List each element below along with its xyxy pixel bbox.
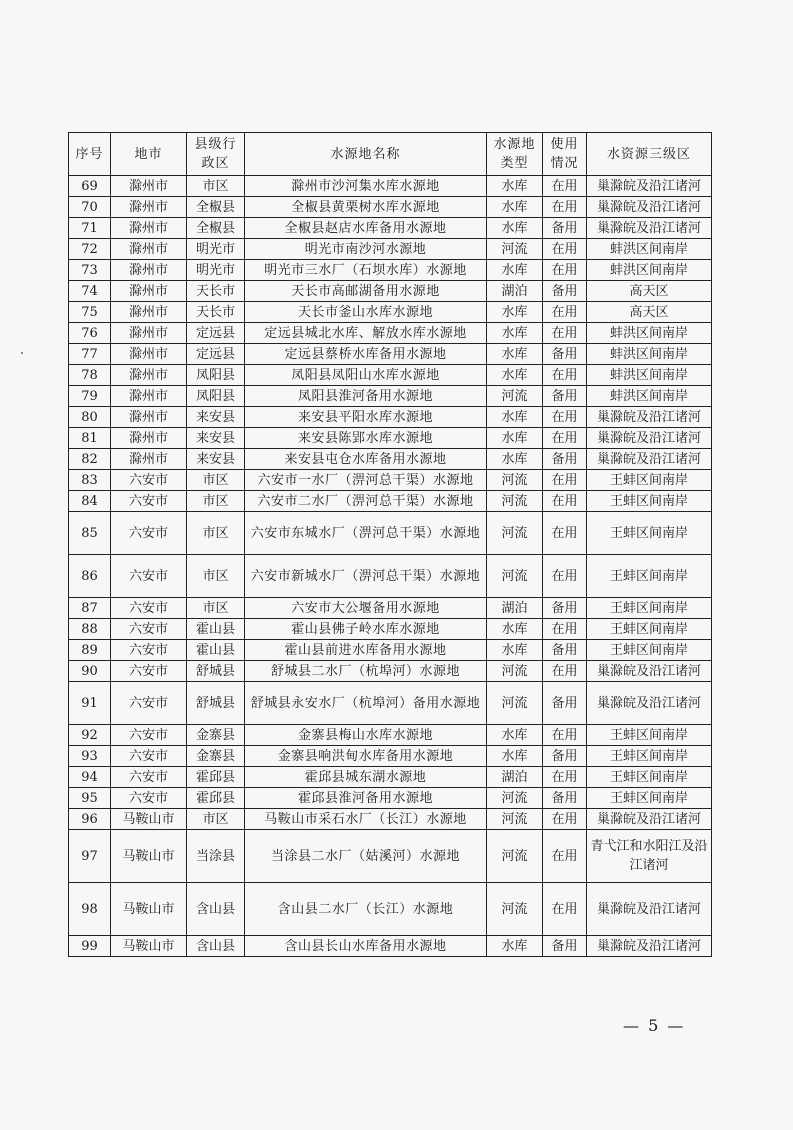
table-row (69, 344, 712, 365)
cell-name: 凤阳县淮河备用水源地 (245, 386, 487, 407)
cell-type: 水库 (487, 936, 543, 957)
cell-zone: 王蚌区间南岸 (587, 746, 712, 767)
cell-name: 定远县蔡桥水库备用水源地 (245, 344, 487, 365)
table-row (69, 936, 712, 957)
cell-use: 备用 (543, 281, 587, 302)
cell-zone: 巢滁皖及沿江诸河 (587, 218, 712, 239)
cell-type: 河流 (487, 883, 543, 936)
cell-use: 在用 (543, 491, 587, 512)
table-row (69, 809, 712, 830)
cell-use: 备用 (543, 344, 587, 365)
table-row (69, 428, 712, 449)
table-row (69, 260, 712, 281)
cell-name: 天长市釜山水库水源地 (245, 302, 487, 323)
cell-no: 99 (69, 936, 111, 957)
cell-use: 在用 (543, 470, 587, 491)
cell-zone: 巢滁皖及沿江诸河 (587, 449, 712, 470)
cell-name: 六安市大公堰备用水源地 (245, 598, 487, 619)
cell-zone: 王蚌区间南岸 (587, 640, 712, 661)
cell-city: 六安市 (111, 767, 187, 788)
cell-use: 在用 (543, 725, 587, 746)
cell-county: 明光市 (187, 239, 245, 260)
cell-county: 舒城县 (187, 682, 245, 725)
cell-type: 湖泊 (487, 281, 543, 302)
cell-name: 霍邱县淮河备用水源地 (245, 788, 487, 809)
cell-zone: 蚌洪区间南岸 (587, 386, 712, 407)
table-body (69, 176, 712, 957)
cell-name: 全椒县赵店水库备用水源地 (245, 218, 487, 239)
cell-county: 市区 (187, 470, 245, 491)
cell-use: 备用 (543, 936, 587, 957)
cell-zone: 蚌洪区间南岸 (587, 344, 712, 365)
cell-county: 市区 (187, 176, 245, 197)
cell-county: 霍邱县 (187, 767, 245, 788)
table-row (69, 302, 712, 323)
cell-city: 六安市 (111, 491, 187, 512)
cell-zone: 巢滁皖及沿江诸河 (587, 809, 712, 830)
cell-no: 86 (69, 555, 111, 598)
page-number: — 5 — (623, 1016, 686, 1035)
cell-county: 天长市 (187, 281, 245, 302)
cell-name: 霍山县前进水库备用水源地 (245, 640, 487, 661)
table-row (69, 661, 712, 682)
cell-no: 96 (69, 809, 111, 830)
cell-zone: 高天区 (587, 281, 712, 302)
cell-name: 凤阳县凤阳山水库水源地 (245, 365, 487, 386)
table-row (69, 640, 712, 661)
cell-city: 六安市 (111, 682, 187, 725)
cell-city: 滁州市 (111, 239, 187, 260)
cell-city: 滁州市 (111, 344, 187, 365)
cell-county: 当涂县 (187, 830, 245, 883)
cell-no: 70 (69, 197, 111, 218)
cell-type: 水库 (487, 428, 543, 449)
cell-zone: 蚌洪区间南岸 (587, 365, 712, 386)
cell-name: 来安县陈郢水库水源地 (245, 428, 487, 449)
table-row (69, 788, 712, 809)
cell-county: 全椒县 (187, 197, 245, 218)
cell-county: 市区 (187, 598, 245, 619)
header-type: 水源地类型 (487, 133, 543, 176)
cell-no: 75 (69, 302, 111, 323)
cell-county: 金寨县 (187, 746, 245, 767)
cell-name: 舒城县永安水厂（杭埠河）备用水源地 (245, 682, 487, 725)
header-county: 县级行政区 (187, 133, 245, 176)
cell-use: 备用 (543, 386, 587, 407)
cell-county: 市区 (187, 512, 245, 555)
cell-county: 舒城县 (187, 661, 245, 682)
cell-county: 来安县 (187, 449, 245, 470)
cell-city: 滁州市 (111, 218, 187, 239)
cell-zone: 巢滁皖及沿江诸河 (587, 883, 712, 936)
cell-zone: 王蚌区间南岸 (587, 555, 712, 598)
cell-name: 舒城县二水厂（杭埠河）水源地 (245, 661, 487, 682)
cell-name: 来安县屯仓水库备用水源地 (245, 449, 487, 470)
cell-use: 备用 (543, 746, 587, 767)
cell-use: 在用 (543, 830, 587, 883)
cell-use: 在用 (543, 661, 587, 682)
cell-use: 在用 (543, 365, 587, 386)
cell-city: 六安市 (111, 746, 187, 767)
cell-no: 74 (69, 281, 111, 302)
cell-use: 在用 (543, 260, 587, 281)
cell-zone: 巢滁皖及沿江诸河 (587, 936, 712, 957)
cell-name: 马鞍山市采石水厂（长江）水源地 (245, 809, 487, 830)
header-use: 使用情况 (543, 133, 587, 176)
cell-name: 当涂县二水厂（姑溪河）水源地 (245, 830, 487, 883)
cell-zone: 巢滁皖及沿江诸河 (587, 176, 712, 197)
cell-name: 金寨县梅山水库水源地 (245, 725, 487, 746)
water-source-table (68, 132, 712, 957)
cell-type: 水库 (487, 344, 543, 365)
cell-zone: 王蚌区间南岸 (587, 491, 712, 512)
cell-name: 金寨县响洪甸水库备用水源地 (245, 746, 487, 767)
cell-name: 霍邱县城东湖水源地 (245, 767, 487, 788)
cell-no: 89 (69, 640, 111, 661)
scan-speck (21, 352, 23, 354)
cell-use: 在用 (543, 302, 587, 323)
cell-type: 水库 (487, 725, 543, 746)
table-row (69, 555, 712, 598)
cell-county: 全椒县 (187, 218, 245, 239)
cell-type: 水库 (487, 407, 543, 428)
cell-county: 霍邱县 (187, 788, 245, 809)
cell-name: 定远县城北水库、解放水库水源地 (245, 323, 487, 344)
cell-city: 马鞍山市 (111, 809, 187, 830)
cell-name: 明光市三水厂（石坝水库）水源地 (245, 260, 487, 281)
cell-use: 在用 (543, 407, 587, 428)
cell-type: 河流 (487, 682, 543, 725)
table-row (69, 512, 712, 555)
cell-county: 市区 (187, 809, 245, 830)
cell-use: 在用 (543, 555, 587, 598)
cell-zone: 巢滁皖及沿江诸河 (587, 428, 712, 449)
cell-use: 在用 (543, 176, 587, 197)
cell-no: 92 (69, 725, 111, 746)
cell-county: 含山县 (187, 883, 245, 936)
cell-zone: 王蚌区间南岸 (587, 598, 712, 619)
cell-county: 来安县 (187, 428, 245, 449)
cell-use: 备用 (543, 682, 587, 725)
cell-city: 六安市 (111, 640, 187, 661)
cell-type: 河流 (487, 555, 543, 598)
table-row (69, 470, 712, 491)
cell-no: 93 (69, 746, 111, 767)
cell-type: 水库 (487, 197, 543, 218)
cell-no: 87 (69, 598, 111, 619)
cell-use: 在用 (543, 239, 587, 260)
table-row (69, 725, 712, 746)
cell-city: 滁州市 (111, 386, 187, 407)
cell-name: 六安市一水厂（淠河总干渠）水源地 (245, 470, 487, 491)
cell-city: 六安市 (111, 470, 187, 491)
cell-zone: 王蚌区间南岸 (587, 619, 712, 640)
header-no: 序号 (69, 133, 111, 176)
table-row (69, 830, 712, 883)
cell-no: 83 (69, 470, 111, 491)
cell-use: 在用 (543, 197, 587, 218)
cell-type: 水库 (487, 323, 543, 344)
cell-type: 河流 (487, 512, 543, 555)
cell-zone: 蚌洪区间南岸 (587, 260, 712, 281)
cell-use: 备用 (543, 598, 587, 619)
cell-city: 滁州市 (111, 449, 187, 470)
cell-name: 天长市高邮湖备用水源地 (245, 281, 487, 302)
cell-no: 84 (69, 491, 111, 512)
cell-zone: 高天区 (587, 302, 712, 323)
cell-type: 水库 (487, 746, 543, 767)
table-row (69, 281, 712, 302)
cell-name: 来安县平阳水库水源地 (245, 407, 487, 428)
table-row (69, 619, 712, 640)
cell-type: 湖泊 (487, 767, 543, 788)
cell-type: 河流 (487, 809, 543, 830)
cell-county: 市区 (187, 555, 245, 598)
cell-type: 水库 (487, 302, 543, 323)
table-header-row (69, 133, 712, 176)
cell-type: 水库 (487, 176, 543, 197)
cell-city: 滁州市 (111, 197, 187, 218)
cell-no: 91 (69, 682, 111, 725)
table-row (69, 449, 712, 470)
cell-county: 含山县 (187, 936, 245, 957)
cell-type: 水库 (487, 640, 543, 661)
cell-name: 六安市东城水厂（淠河总干渠）水源地 (245, 512, 487, 555)
cell-type: 水库 (487, 619, 543, 640)
cell-type: 水库 (487, 260, 543, 281)
header-name: 水源地名称 (245, 133, 487, 176)
table-row (69, 365, 712, 386)
table-row (69, 239, 712, 260)
cell-no: 90 (69, 661, 111, 682)
cell-zone: 青弋江和水阳江及沿江诸河 (587, 830, 712, 883)
cell-name: 滁州市沙河集水库水源地 (245, 176, 487, 197)
header-city: 地市 (111, 133, 187, 176)
cell-type: 河流 (487, 830, 543, 883)
cell-no: 98 (69, 883, 111, 936)
cell-zone: 巢滁皖及沿江诸河 (587, 197, 712, 218)
cell-city: 六安市 (111, 555, 187, 598)
cell-zone: 蚌洪区间南岸 (587, 239, 712, 260)
cell-no: 95 (69, 788, 111, 809)
cell-zone: 巢滁皖及沿江诸河 (587, 407, 712, 428)
cell-city: 马鞍山市 (111, 936, 187, 957)
cell-no: 81 (69, 428, 111, 449)
cell-city: 六安市 (111, 598, 187, 619)
cell-name: 含山县长山水库备用水源地 (245, 936, 487, 957)
cell-type: 河流 (487, 470, 543, 491)
cell-city: 马鞍山市 (111, 883, 187, 936)
cell-city: 六安市 (111, 661, 187, 682)
cell-no: 88 (69, 619, 111, 640)
cell-county: 天长市 (187, 302, 245, 323)
cell-name: 明光市南沙河水源地 (245, 239, 487, 260)
cell-city: 六安市 (111, 788, 187, 809)
cell-city: 马鞍山市 (111, 830, 187, 883)
cell-use: 在用 (543, 512, 587, 555)
table-row (69, 407, 712, 428)
cell-no: 94 (69, 767, 111, 788)
cell-type: 河流 (487, 491, 543, 512)
cell-no: 72 (69, 239, 111, 260)
cell-county: 金寨县 (187, 725, 245, 746)
cell-use: 备用 (543, 788, 587, 809)
cell-city: 滁州市 (111, 407, 187, 428)
cell-zone: 巢滁皖及沿江诸河 (587, 682, 712, 725)
cell-county: 明光市 (187, 260, 245, 281)
table-row (69, 767, 712, 788)
cell-use: 备用 (543, 449, 587, 470)
cell-type: 河流 (487, 661, 543, 682)
cell-no: 79 (69, 386, 111, 407)
cell-county: 霍山县 (187, 619, 245, 640)
cell-zone: 王蚌区间南岸 (587, 767, 712, 788)
table-row (69, 746, 712, 767)
header-zone: 水资源三级区 (587, 133, 712, 176)
cell-county: 霍山县 (187, 640, 245, 661)
cell-name: 六安市新城水厂（淠河总干渠）水源地 (245, 555, 487, 598)
cell-type: 河流 (487, 239, 543, 260)
table-row (69, 323, 712, 344)
cell-city: 滁州市 (111, 428, 187, 449)
cell-use: 在用 (543, 428, 587, 449)
cell-use: 在用 (543, 767, 587, 788)
cell-city: 六安市 (111, 619, 187, 640)
cell-county: 市区 (187, 491, 245, 512)
cell-city: 滁州市 (111, 281, 187, 302)
cell-name: 含山县二水厂（长江）水源地 (245, 883, 487, 936)
cell-county: 来安县 (187, 407, 245, 428)
cell-type: 水库 (487, 218, 543, 239)
cell-zone: 王蚌区间南岸 (587, 512, 712, 555)
cell-no: 71 (69, 218, 111, 239)
cell-county: 定远县 (187, 344, 245, 365)
cell-name: 六安市二水厂（淠河总干渠）水源地 (245, 491, 487, 512)
cell-county: 凤阳县 (187, 365, 245, 386)
cell-zone: 蚌洪区间南岸 (587, 323, 712, 344)
cell-no: 82 (69, 449, 111, 470)
cell-zone: 巢滁皖及沿江诸河 (587, 661, 712, 682)
cell-use: 在用 (543, 323, 587, 344)
cell-city: 六安市 (111, 512, 187, 555)
cell-county: 凤阳县 (187, 386, 245, 407)
table-row (69, 197, 712, 218)
cell-use: 备用 (543, 640, 587, 661)
cell-zone: 王蚌区间南岸 (587, 725, 712, 746)
cell-use: 备用 (543, 218, 587, 239)
cell-no: 97 (69, 830, 111, 883)
table-row (69, 491, 712, 512)
cell-no: 85 (69, 512, 111, 555)
cell-type: 水库 (487, 365, 543, 386)
cell-city: 滁州市 (111, 323, 187, 344)
cell-use: 在用 (543, 809, 587, 830)
cell-no: 78 (69, 365, 111, 386)
table-row (69, 598, 712, 619)
table-row (69, 386, 712, 407)
table-row (69, 682, 712, 725)
cell-use: 在用 (543, 619, 587, 640)
cell-use: 在用 (543, 883, 587, 936)
cell-city: 滁州市 (111, 260, 187, 281)
table-row (69, 218, 712, 239)
cell-no: 76 (69, 323, 111, 344)
cell-city: 滁州市 (111, 365, 187, 386)
cell-type: 湖泊 (487, 598, 543, 619)
cell-name: 全椒县黄栗树水库水源地 (245, 197, 487, 218)
cell-name: 霍山县佛子岭水库水源地 (245, 619, 487, 640)
cell-type: 河流 (487, 788, 543, 809)
cell-zone: 王蚌区间南岸 (587, 788, 712, 809)
cell-county: 定远县 (187, 323, 245, 344)
cell-no: 69 (69, 176, 111, 197)
cell-city: 滁州市 (111, 176, 187, 197)
cell-no: 77 (69, 344, 111, 365)
table-row (69, 176, 712, 197)
cell-city: 滁州市 (111, 302, 187, 323)
cell-no: 73 (69, 260, 111, 281)
cell-type: 河流 (487, 386, 543, 407)
cell-city: 六安市 (111, 725, 187, 746)
cell-type: 水库 (487, 449, 543, 470)
cell-no: 80 (69, 407, 111, 428)
table-row (69, 883, 712, 936)
cell-zone: 王蚌区间南岸 (587, 470, 712, 491)
